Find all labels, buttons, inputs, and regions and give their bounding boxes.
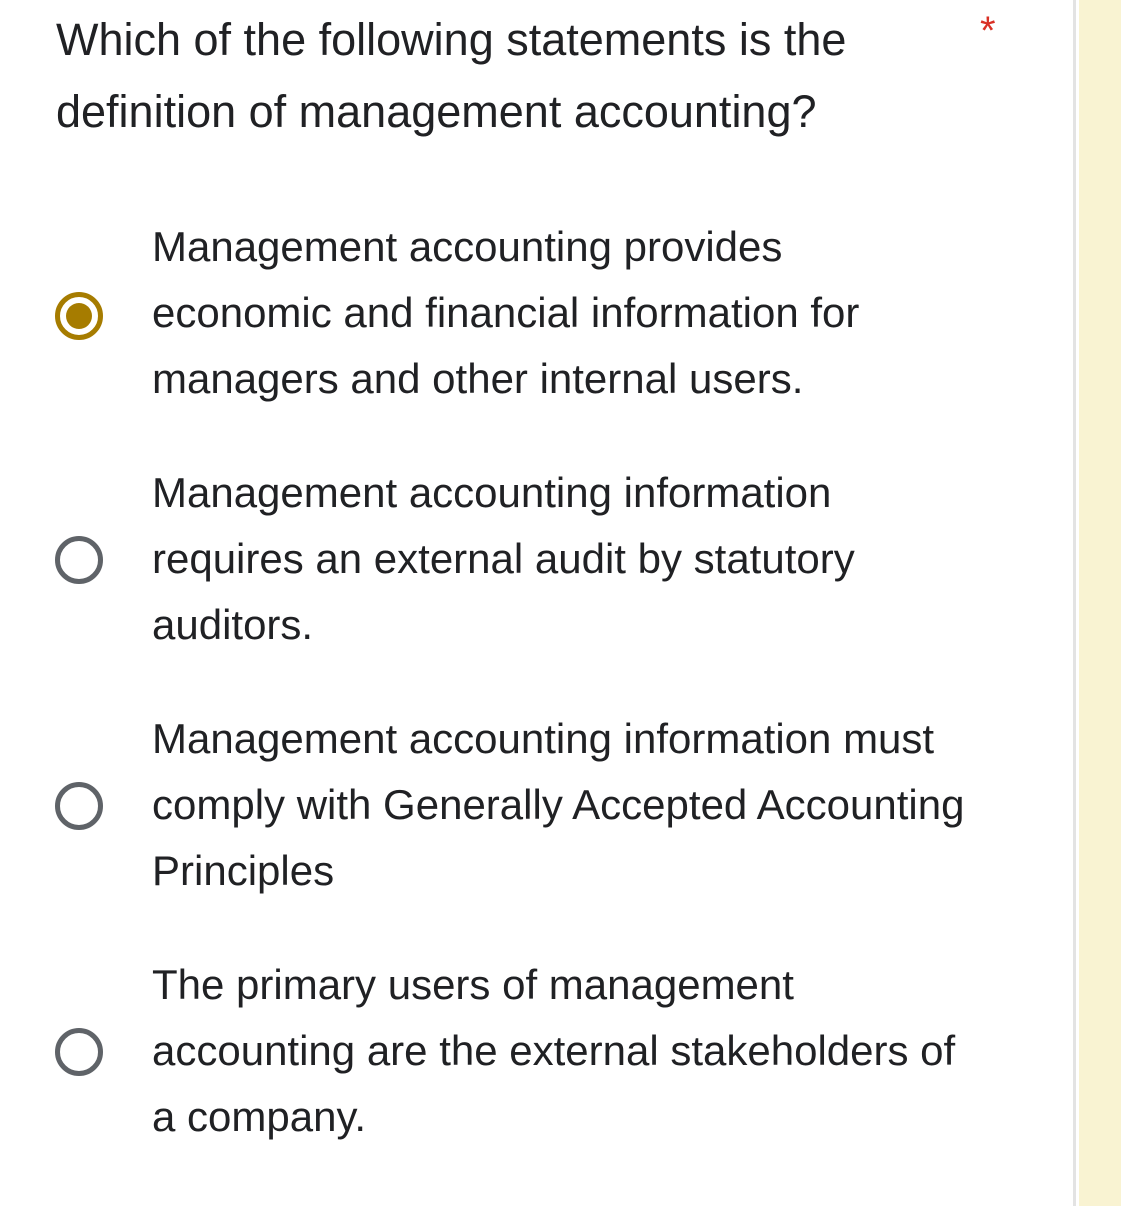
required-asterisk: * [980,9,996,53]
radio-unchecked-icon[interactable] [55,782,103,830]
radio-unchecked-icon[interactable] [55,1028,103,1076]
option-label: Management accounting information must comply with Generally Accepted Accounting Principles [152,715,965,894]
option-1[interactable] [0,460,1000,660]
option-2[interactable] [0,706,1000,906]
option-3[interactable] [0,952,1000,1152]
option-label: The primary users of management accounting are the external stakeholders of a company. [152,961,956,1140]
radio-checked-icon[interactable] [55,292,103,340]
radio-unchecked-icon[interactable] [55,536,103,584]
radio-dot-icon [66,303,92,329]
option-0[interactable] [0,214,1000,414]
option-label: Management accounting provides economic and financial information for managers and other internal users. [152,223,860,402]
question-title: Which of the following statements is the definition of management accounting? [56,14,847,137]
side-strip [1079,0,1121,1206]
option-label: Management accounting information requires an external audit by statutory auditors. [152,469,855,648]
